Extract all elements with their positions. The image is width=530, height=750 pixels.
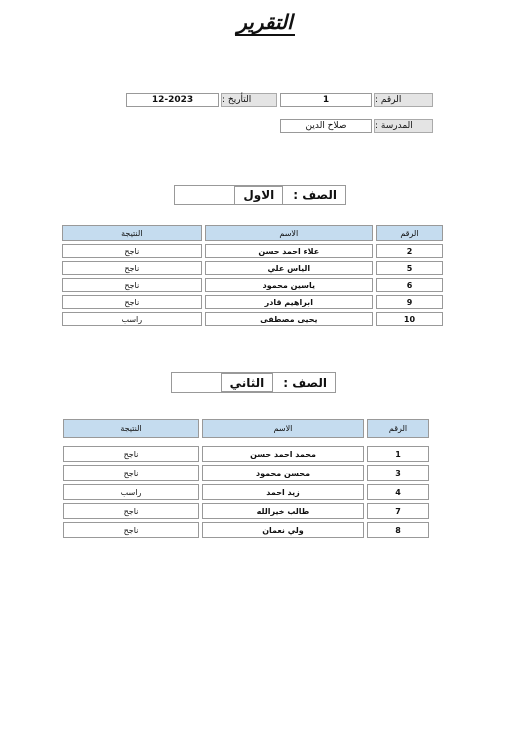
cell-number: 1 bbox=[367, 446, 429, 462]
cell-number: 6 bbox=[376, 278, 443, 292]
cell-name: محسن محمود bbox=[202, 465, 364, 481]
column-header-number: الرقم bbox=[367, 419, 429, 438]
cell-number: 2 bbox=[376, 244, 443, 258]
grade-frame-2 bbox=[171, 372, 336, 393]
cell-name: ابراهيم قادر bbox=[205, 295, 373, 309]
cell-name: ولي نعمان bbox=[202, 522, 364, 538]
cell-result: ناجح bbox=[62, 278, 202, 292]
cell-result: ناجح bbox=[62, 295, 202, 309]
grade-frame-1 bbox=[174, 185, 346, 205]
cell-number: 8 bbox=[367, 522, 429, 538]
school-value: صلاح الدين bbox=[280, 119, 372, 133]
table-row bbox=[63, 465, 429, 481]
date-value: 12-2023 bbox=[126, 93, 219, 107]
results-table-2 bbox=[60, 416, 432, 541]
grade-value-1: الاول bbox=[234, 186, 283, 205]
table-header-row bbox=[62, 225, 443, 241]
cell-result: ناجح bbox=[63, 446, 199, 462]
cell-number: 7 bbox=[367, 503, 429, 519]
cell-name: محمد احمد حسن bbox=[202, 446, 364, 462]
table-row bbox=[62, 278, 443, 292]
grade-label-2: الصف : bbox=[283, 375, 327, 390]
cell-number: 5 bbox=[376, 261, 443, 275]
grade-label-1: الصف : bbox=[293, 188, 337, 202]
page-title bbox=[0, 10, 530, 34]
column-header-name: الاسم bbox=[205, 225, 373, 241]
results-table-1 bbox=[59, 222, 446, 329]
table-row bbox=[62, 312, 443, 326]
cell-result: ناجح bbox=[63, 522, 199, 538]
column-header-number: الرقم bbox=[376, 225, 443, 241]
table-row bbox=[62, 295, 443, 309]
column-header-result: النتيجة bbox=[63, 419, 199, 438]
table-row bbox=[63, 503, 429, 519]
school-label: المدرسة : bbox=[374, 119, 433, 133]
grade-value-2: الثاني bbox=[221, 373, 274, 392]
cell-number: 3 bbox=[367, 465, 429, 481]
number-value: 1 bbox=[280, 93, 372, 107]
cell-name: علاء احمد حسن bbox=[205, 244, 373, 258]
cell-name: طالب خيرالله bbox=[202, 503, 364, 519]
column-header-name: الاسم bbox=[202, 419, 364, 438]
date-label: التأريخ : bbox=[221, 93, 277, 107]
cell-name: يحيى مصطفى bbox=[205, 312, 373, 326]
cell-result: ناجح bbox=[63, 503, 199, 519]
column-header-result: النتيجة bbox=[62, 225, 202, 241]
cell-number: 4 bbox=[367, 484, 429, 500]
table-row bbox=[62, 261, 443, 275]
cell-result: راسب bbox=[63, 484, 199, 500]
table-row bbox=[63, 446, 429, 462]
cell-number: 10 bbox=[376, 312, 443, 326]
table-header-row bbox=[63, 419, 429, 438]
number-label: الرقم : bbox=[374, 93, 433, 107]
cell-result: ناجح bbox=[63, 465, 199, 481]
cell-name: زيد احمد bbox=[202, 484, 364, 500]
cell-result: راسب bbox=[62, 312, 202, 326]
cell-result: ناجح bbox=[62, 261, 202, 275]
page-title-text: التقرير bbox=[237, 10, 293, 34]
table-row bbox=[63, 484, 429, 500]
table-row bbox=[62, 244, 443, 258]
spacer bbox=[63, 441, 429, 443]
cell-name: ياسين محمود bbox=[205, 278, 373, 292]
cell-name: الياس علي bbox=[205, 261, 373, 275]
cell-number: 9 bbox=[376, 295, 443, 309]
cell-result: ناجح bbox=[62, 244, 202, 258]
table-row bbox=[63, 522, 429, 538]
